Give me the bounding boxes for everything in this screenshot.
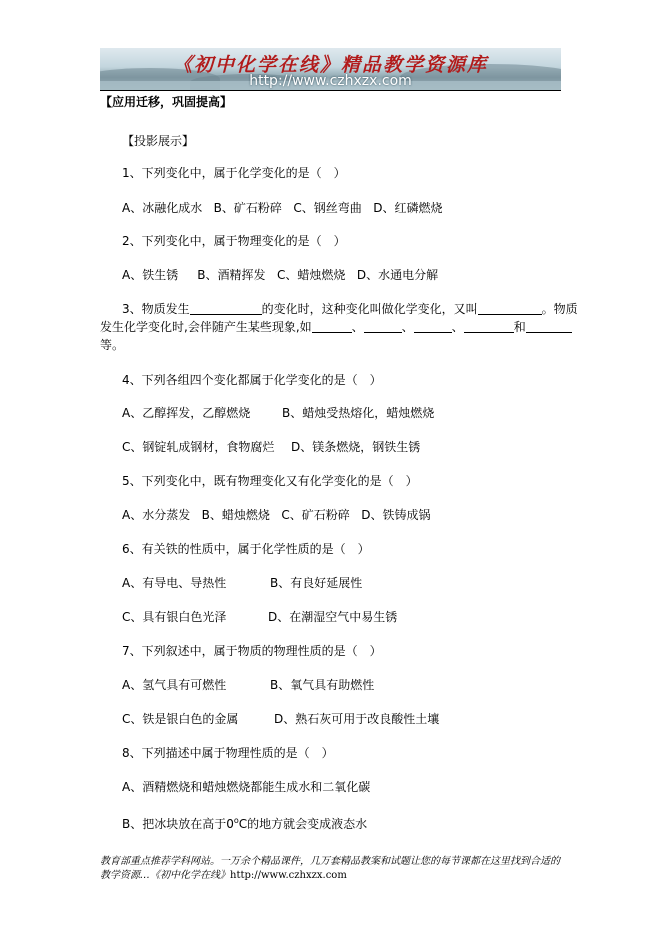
question-3-line-2 [100, 320, 572, 334]
fill-blank[interactable] [312, 320, 352, 333]
footer-line-2 [100, 870, 347, 882]
fill-blank[interactable] [526, 320, 572, 333]
option-d: D、红磷燃烧 [373, 201, 443, 215]
option-a: A、铁生锈 [122, 268, 179, 282]
question-8-option-a: A、酒精燃烧和蜡烛燃烧都能生成水和二氧化碳 [122, 780, 371, 794]
question-2-options [122, 268, 438, 282]
question-6-option-a: A、有导电、导热性 [122, 576, 227, 590]
option-c: C、矿石粉碎 [281, 508, 350, 522]
question-4-option-c: C、钢锭轧成钢材，食物腐烂 [122, 440, 275, 454]
option-b: B、蜡烛燃烧 [201, 508, 270, 522]
fill-blank[interactable] [364, 320, 402, 333]
question-3-text: 、 [351, 320, 364, 334]
question-4-options-row-1 [122, 406, 250, 420]
question-7-option-b: B、氧气具有助燃性 [270, 678, 375, 692]
question-3-text: 。物质 [541, 302, 578, 316]
header-rule [100, 90, 561, 91]
option-b: B、矿石粉碎 [213, 201, 282, 215]
option-a: A、水分蒸发 [122, 508, 191, 522]
question-4-option-b: B、蜡烛受热熔化，蜡烛燃烧 [282, 406, 435, 420]
fill-blank[interactable] [464, 320, 514, 333]
temperature-value: 0 [226, 817, 234, 831]
section-title: 【应用迁移，巩固提高】 [100, 95, 233, 109]
question-4-option-d: D、镁条燃烧，钢铁生锈 [291, 440, 421, 454]
question-8-stem: 8、下列描述中属于物理性质的是（ ） [122, 746, 334, 760]
option-b-text: B、把冰块放在高于 [122, 817, 227, 831]
banner-title: 《初中化学在线》精品教学资源库 [172, 54, 488, 76]
fill-blank[interactable] [414, 320, 452, 333]
fill-blank[interactable] [190, 302, 262, 315]
question-3-line-1 [122, 302, 578, 316]
question-3-line-3: 等。 [100, 338, 125, 352]
question-8-option-b [122, 814, 367, 831]
question-1-stem: 1、下列变化中，属于化学变化的是（ ） [122, 166, 346, 180]
fill-blank[interactable] [478, 302, 542, 315]
question-2-stem: 2、下列变化中，属于物理变化的是（ ） [122, 234, 346, 248]
question-7-option-a: A、氢气具有可燃性 [122, 678, 227, 692]
question-6-option-c: C、具有银白色光泽 [122, 610, 227, 624]
question-3-text: 的变化时，这种变化叫做化学变化，又叫 [261, 302, 478, 316]
option-d: D、铁铸成锅 [361, 508, 431, 522]
option-a: A、乙醇挥发，乙醇燃烧 [122, 406, 251, 420]
degree-symbol: o [233, 816, 239, 825]
option-c: C、蜡烛燃烧 [276, 268, 346, 282]
banner-url: http://www.czhxzx.com [249, 73, 412, 89]
question-7-option-d: D、熟石灰可用于改良酸性土壤 [274, 712, 440, 726]
question-7-option-c: C、铁是银白色的金属 [122, 712, 239, 726]
footer-url-link[interactable]: http://www.czhxzx.com [230, 870, 347, 881]
footer-line-1: 教育部重点推荐学科网站。一万余个精品课件，几万套精品教案和试题让您的每节课都在这里找到合适的 [100, 856, 560, 867]
question-1-options [122, 201, 442, 215]
question-6-option-b: B、有良好延展性 [270, 576, 363, 590]
footer-prefix: 教学资源…《初中化学在线》 [100, 870, 230, 881]
option-c: C、钢丝弯曲 [293, 201, 362, 215]
question-3-text: 3、物质发生 [122, 302, 190, 316]
question-3-text: 发生化学变化时,会伴随产生某些现象,如 [100, 320, 312, 334]
option-a: A、冰融化成水 [122, 201, 203, 215]
question-5-stem: 5、下列变化中，既有物理变化又有化学变化的是（ ） [122, 474, 418, 488]
question-6-stem: 6、有关铁的性质中，属于化学性质的是（ ） [122, 542, 370, 556]
question-5-options [122, 508, 430, 522]
sub-title: 【投影展示】 [122, 134, 195, 148]
question-4-stem: 4、下列各组四个变化都属于化学变化的是（ ） [122, 373, 382, 387]
question-7-stem: 7、下列叙述中，属于物质的物理性质的是（ ） [122, 644, 382, 658]
option-b: B、酒精挥发 [197, 268, 266, 282]
question-3-text: 、 [401, 320, 414, 334]
option-d: D、水通电分解 [356, 268, 439, 282]
question-3-text: 、 [451, 320, 464, 334]
option-b-rest: C的地方就会变成液态水 [238, 817, 368, 831]
header-banner [100, 48, 561, 90]
question-6-option-d: D、在潮湿空气中易生锈 [268, 610, 398, 624]
question-3-text: 和 [513, 320, 526, 334]
